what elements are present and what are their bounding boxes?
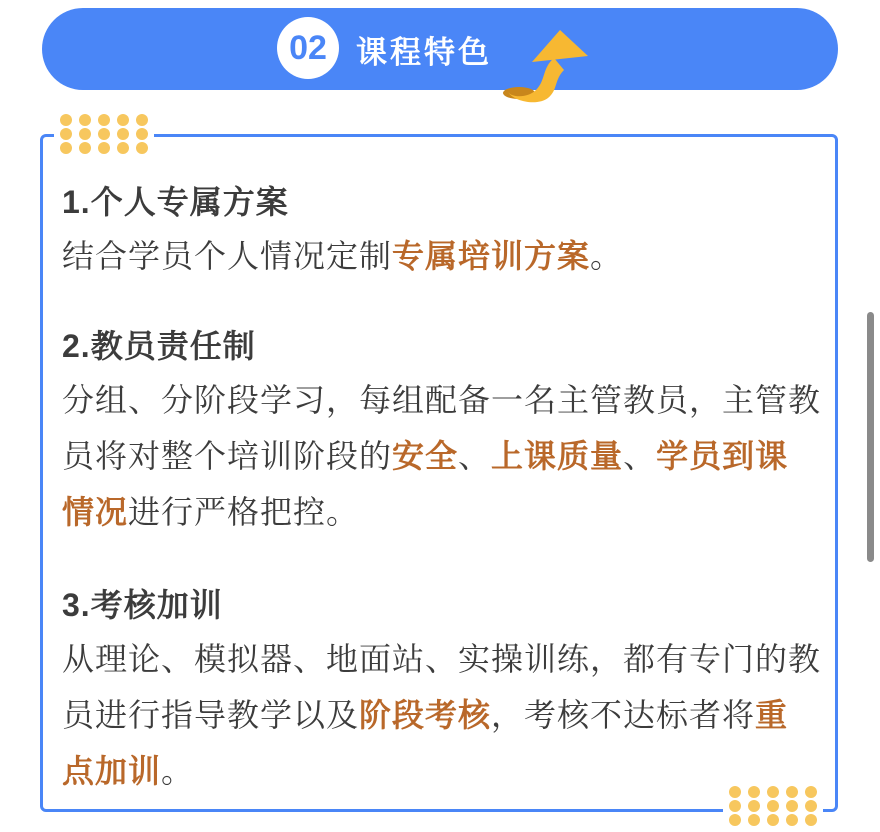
section-heading: 2.教员责任制	[62, 328, 256, 364]
dot	[767, 814, 779, 826]
highlight-text: 上课质量	[491, 438, 624, 474]
dot	[117, 114, 129, 126]
highlight-text: 学员到课情况	[62, 438, 789, 530]
dot	[767, 800, 779, 812]
dot	[805, 814, 817, 826]
body-text: 。	[161, 753, 195, 789]
feature-section	[62, 585, 821, 799]
dot	[805, 800, 817, 812]
body-text: ，考核不达标者将	[491, 697, 756, 733]
section-header-banner	[42, 8, 838, 90]
highlight-text: 阶段考核	[359, 697, 492, 733]
dot	[748, 800, 760, 812]
curved-up-arrow-icon	[498, 28, 602, 104]
section-number-badge	[277, 17, 339, 79]
section-body	[62, 372, 821, 540]
body-text: 进行严格把控。	[128, 494, 360, 530]
section-body	[62, 228, 821, 284]
section-title: 课程特色	[356, 34, 492, 70]
dot	[729, 814, 741, 826]
dot	[786, 800, 798, 812]
dot	[748, 814, 760, 826]
dot	[786, 814, 798, 826]
body-text: 从理论、模拟器、地面站、实操训练，都有专门的教员进行指导教学以及	[62, 641, 822, 733]
body-text: 结合学员个人情况定制	[62, 238, 393, 274]
section-heading: 3.考核加训	[62, 587, 223, 623]
body-text: 。	[590, 238, 624, 274]
feature-section	[62, 182, 821, 284]
scrollbar-thumb[interactable]	[867, 312, 874, 562]
body-text: 分组、分阶段学习，每组配备一名主管教员，主管教员将对整个培训阶段的	[62, 382, 822, 474]
dot	[136, 114, 148, 126]
highlight-text: 专属培训方案	[392, 238, 591, 274]
section-number: 02	[289, 28, 327, 67]
highlight-text: 重点加训	[62, 697, 789, 789]
content-panel	[40, 134, 838, 812]
dot	[98, 114, 110, 126]
panel-sections	[62, 137, 821, 799]
highlight-text: 安全	[392, 438, 459, 474]
body-text: 、	[458, 438, 492, 474]
section-heading: 1.个人专属方案	[62, 184, 289, 220]
dot	[79, 114, 91, 126]
section-body	[62, 631, 821, 799]
body-text: 、	[623, 438, 657, 474]
dot	[729, 800, 741, 812]
feature-section	[62, 326, 821, 540]
dot	[60, 114, 72, 126]
